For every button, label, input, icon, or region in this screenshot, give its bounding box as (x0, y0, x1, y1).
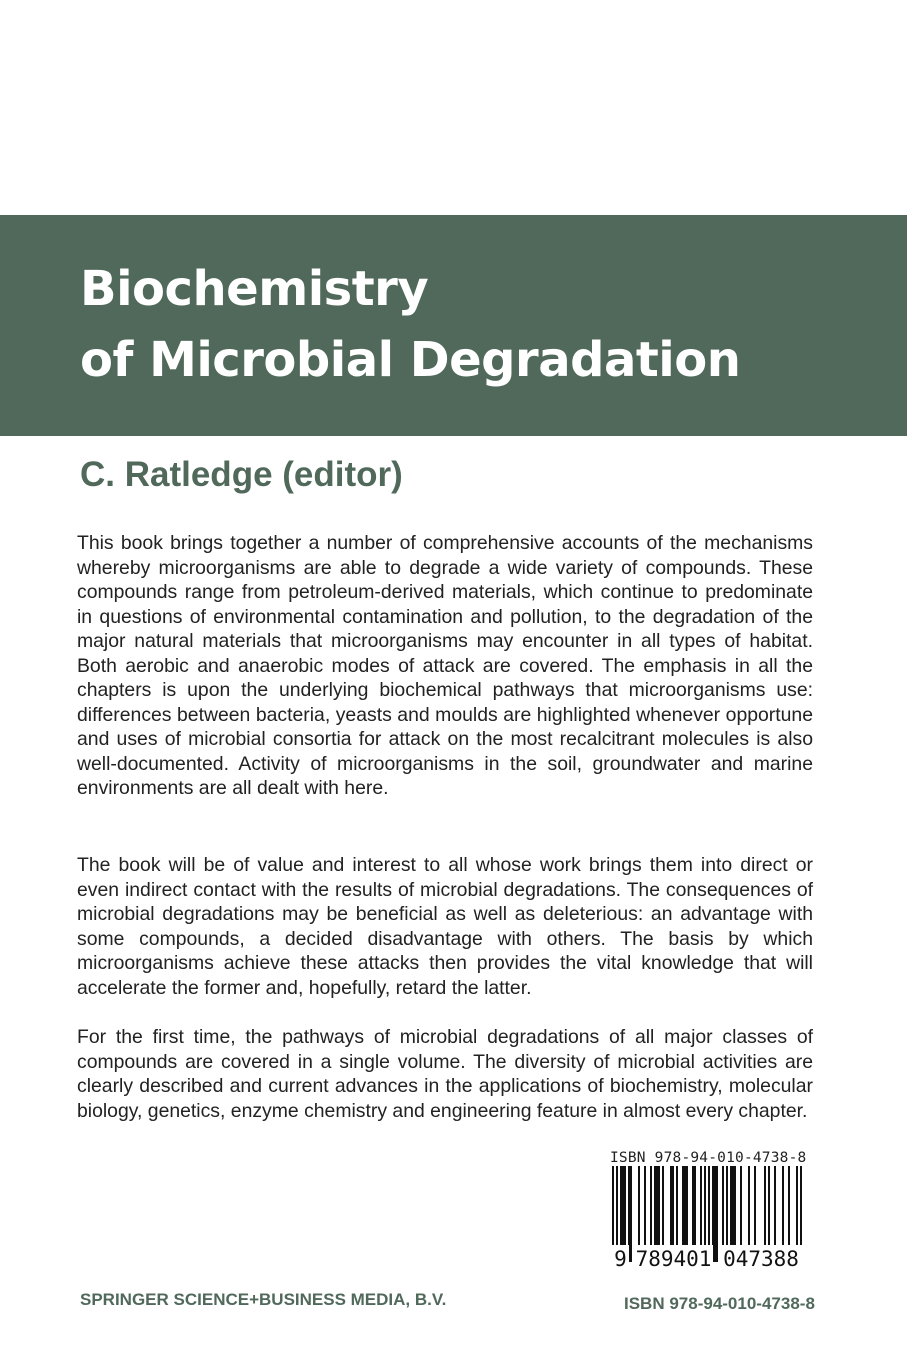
description-paragraph-2: The book will be of value and interest to all whose work brings them into direct or even indirect contact with the results of microbial degradations. The consequences of microbial degradations may be beneficial as well as deleterious: an advantage with some compounds, a decided disadvantage with others. The basis by which microorganisms achieve these attacks then provides the vital knowledge that will accelerate the former and, hopefully, retard the latter. (77, 854, 813, 999)
barcode-digits-right: 047388 (720, 1245, 802, 1275)
book-title-line-2: of Microbial Degradation (80, 332, 741, 388)
description-paragraph-3: For the first time, the pathways of microbial degradations of all major classes of compounds are covered in a single volume. The diversity of microbial activities are clearly described and current advances in the applications of biochemistry, molecular biology, genetics, enzyme chemistry and engineering feature in almost every chapter. (77, 1026, 813, 1122)
publisher-name: SPRINGER SCIENCE+BUSINESS MEDIA, B.V. (80, 1290, 447, 1309)
barcode-bar (630, 1166, 632, 1262)
barcode-digits-left: 789401 (634, 1245, 713, 1275)
barcode-digit-first: 9 (612, 1245, 629, 1275)
isbn-footer: ISBN 978-94-010-4738-8 (624, 1294, 815, 1313)
title-band (0, 215, 907, 436)
book-title-line-1: Biochemistry (80, 261, 429, 317)
editor-name: C. Ratledge (editor) (80, 455, 403, 494)
barcode-isbn-label: ISBN 978-94-010-4738-8 (610, 1150, 807, 1166)
barcode-bar (714, 1166, 716, 1262)
description-paragraph-1: This book brings together a number of comprehensive accounts of the mechanisms whereby microorganisms are able to degrade a wide variety of compounds. These compounds range from petroleum-derived materials, which continue to predominate in questions of environmental contamination and pollution, to the degradation of the major natural materials that microorganisms may encounter in all types of habitat. Both aerobic and anaerobic modes of attack are covered. The emphasis in all the chapters is upon the underlying biochemical pathways that microorganisms use: differences between bacteria, yeasts and moulds are highlighted whenever opportune and uses of microbial consortia for attack on the most recalcitrant molecules is also well-documented. Activity of microorganisms in the soil, groundwater and marine environments are all dealt with here. (77, 532, 813, 799)
barcode-bar (716, 1166, 718, 1262)
